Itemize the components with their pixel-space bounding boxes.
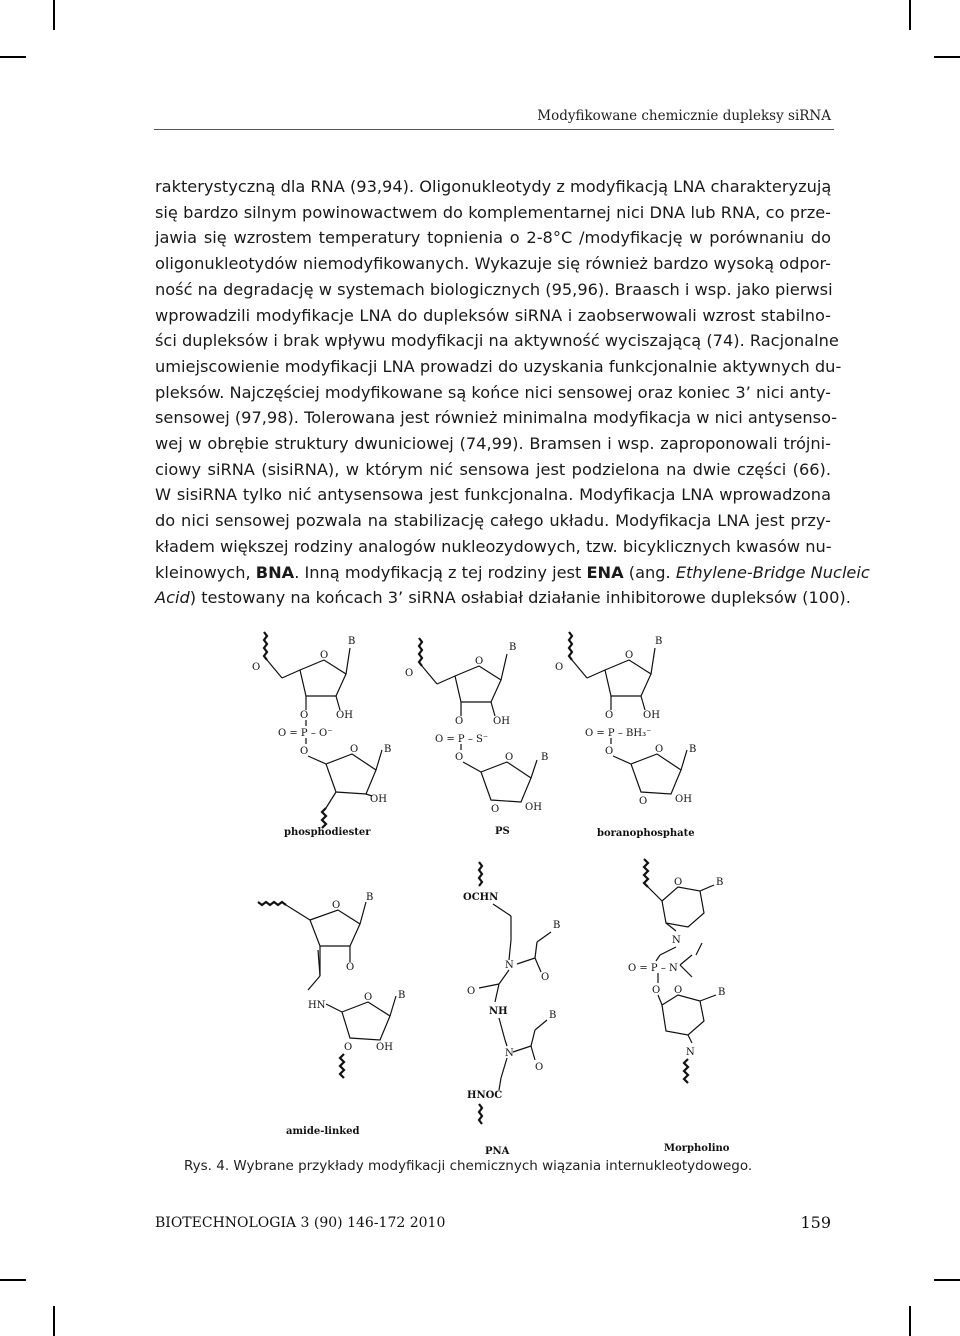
- atom-label: O: [605, 710, 614, 721]
- figure-caption: Rys. 4. Wybrane przykłady modyfikacji chemicznych wiązania internukleotydowego.: [184, 1158, 753, 1174]
- body-line: oligonukleotydów niemodyfikowanych. Wykazuje się również bardzo wysoką odpor-: [155, 254, 831, 274]
- atom-label: O: [674, 985, 683, 996]
- body-line: pleksów. Najczęściej modyfikowane są końce nici sensowej oraz koniec 3’ nici anty-: [155, 382, 831, 402]
- atom-label: B: [541, 752, 549, 763]
- body-line: się bardzo silnym powinowactwem do komplementarnej nici DNA lub RNA, co prze-: [155, 202, 831, 222]
- body-paragraph: [155, 174, 870, 611]
- atom-label: OH: [336, 710, 353, 721]
- atom-label: O = P – N: [628, 963, 678, 974]
- atom-label: O: [405, 668, 414, 679]
- atom-label: O = P – O⁻: [278, 728, 333, 739]
- atom-label: O: [364, 992, 373, 1003]
- crop-mark: [0, 1279, 26, 1281]
- atom-label: N: [505, 1048, 514, 1059]
- header-rule: [154, 129, 834, 130]
- atom-label: OH: [493, 716, 510, 727]
- body-line: do nici sensowej pozwala na stabilizację całego układu. Modyfikacja LNA jest przy-: [155, 511, 831, 531]
- atom-label: B: [718, 987, 726, 998]
- atom-label: O = P – BH₃⁻: [585, 728, 652, 739]
- atom-label: HN: [308, 1000, 326, 1011]
- atom-label: B: [716, 877, 724, 888]
- atom-label: O: [652, 985, 661, 996]
- morpholino-structure: [628, 859, 730, 1154]
- crop-mark: [909, 0, 911, 30]
- atom-label: O: [467, 986, 476, 997]
- atom-label: OH: [376, 1042, 393, 1053]
- body-text-run: kleinowych,: [155, 562, 256, 582]
- atom-label: HNOC: [467, 1090, 503, 1101]
- atom-label: O: [639, 796, 648, 807]
- atom-label: O: [300, 710, 309, 721]
- atom-label: B: [655, 636, 663, 647]
- atom-label: O: [455, 716, 464, 727]
- page-number: 159: [800, 1213, 831, 1232]
- atom-label: O = P – S⁻: [435, 734, 489, 745]
- atom-label: OH: [643, 710, 660, 721]
- body-line: kładem większej rodziny analogów nukleozydowych, tzw. bicyklicznych kwasów nu-: [155, 536, 832, 556]
- body-line: W sisiRNA tylko nić antysensowa jest funkcjonalna. Modyfikacja LNA wprowadzona: [155, 485, 831, 505]
- body-line: rakterystyczną dla RNA (93,94). Oligonukleotydy z modyfikacją LNA charakteryzują: [155, 177, 832, 196]
- atom-label: N: [505, 960, 514, 971]
- body-line: wej w obrębie struktury dwuniciowej (74,99). Bramsen i wsp. zaproponowali trójni-: [155, 434, 831, 454]
- journal-footer: BIOTECHNOLOGIA 3 (90) 146-172 2010: [155, 1215, 446, 1231]
- crop-mark: [934, 1279, 960, 1281]
- atom-label: N: [672, 935, 681, 946]
- body-line: [155, 585, 851, 611]
- atom-label: B: [398, 990, 406, 1001]
- body-line: ści dupleksów i brak wpływu modyfikacji na aktywność wyciszającą (74). Racjonalne: [155, 331, 839, 351]
- amide-linked-structure: [258, 892, 405, 1137]
- ena-term: ENA: [586, 562, 624, 582]
- atom-label: NH: [489, 1006, 508, 1017]
- atom-label: O: [455, 752, 464, 763]
- structures-svg: [240, 620, 760, 1157]
- structure-label: PS: [495, 826, 510, 837]
- atom-label: OH: [370, 794, 387, 805]
- atom-label: B: [549, 1010, 557, 1021]
- body-line: umiejscowienie modyfikacji LNA prowadzi do uzyskania funkcjonalnie aktywnych du-: [155, 356, 842, 376]
- atom-label: B: [689, 744, 697, 755]
- body-line: [155, 560, 870, 586]
- squiggle-bond: [684, 1059, 688, 1083]
- boranophosphate-structure: [555, 632, 696, 839]
- body-line: ność na degradację w systemach biologicznych (95,96). Braasch i wsp. jako pierwsi: [155, 279, 833, 299]
- italic-term: Ethylene-Bridge Nucleic: [675, 562, 870, 582]
- squiggle-bond: [569, 632, 572, 660]
- italic-term: Acid: [155, 588, 190, 608]
- atom-label: O: [491, 804, 500, 815]
- atom-label: B: [366, 892, 374, 903]
- atom-label: O: [344, 1042, 353, 1053]
- atom-label: OH: [675, 794, 692, 805]
- bna-term: BNA: [255, 562, 295, 582]
- atom-label: O: [332, 900, 341, 911]
- crop-mark: [909, 1306, 911, 1336]
- structure-label: Morpholino: [664, 1143, 730, 1154]
- squiggle-bond: [322, 808, 326, 828]
- atom-label: N: [686, 1047, 695, 1058]
- structure-label: amide-linked: [286, 1126, 360, 1137]
- squiggle-bond: [419, 638, 422, 666]
- phosphodiester-structure: [252, 632, 391, 838]
- atom-label: B: [348, 636, 356, 647]
- structure-label: PNA: [485, 1146, 510, 1157]
- structure-label: boranophosphate: [597, 828, 695, 839]
- crop-mark: [53, 1306, 55, 1336]
- body-text-run: . Inną modyfikacją z tej rodziny jest: [294, 562, 587, 582]
- crop-mark: [0, 56, 26, 58]
- atom-label: O: [655, 744, 664, 755]
- atom-label: O: [555, 662, 564, 673]
- atom-label: O: [535, 1062, 544, 1073]
- body-line: sensowej (97,98). Tolerowana jest również minimalna modyfikacja w nici antysenso-: [155, 408, 838, 428]
- atom-label: O: [505, 752, 514, 763]
- atom-label: O: [625, 650, 634, 661]
- ps-structure: [405, 638, 548, 837]
- atom-label: O: [350, 744, 359, 755]
- body-line: wprowadzili modyfikacje LNA do dupleksów siRNA i zaobserwowali wzrost stabilno-: [155, 305, 831, 325]
- squiggle-bond: [340, 1054, 344, 1078]
- atom-label: OCHN: [463, 892, 499, 903]
- squiggle-bond: [258, 902, 286, 905]
- chemical-structures-figure: [240, 620, 760, 1157]
- atom-label: O: [252, 662, 261, 673]
- atom-label: O: [300, 746, 309, 757]
- pna-structure: [463, 862, 560, 1157]
- atom-label: B: [509, 642, 517, 653]
- structure-label: phosphodiester: [284, 827, 371, 838]
- crop-mark: [53, 0, 55, 30]
- squiggle-bond: [264, 632, 267, 660]
- squiggle-bond: [479, 862, 482, 886]
- atom-label: O: [541, 972, 550, 983]
- atom-label: B: [553, 920, 561, 931]
- body-text-run: ) testowany na końcach 3’ siRNA osłabiał działanie inhibitorowe dupleksów (100).: [189, 588, 851, 608]
- atom-label: B: [384, 744, 392, 755]
- crop-mark: [934, 56, 960, 58]
- body-line: jawia się wzrostem temperatury topnienia o 2-8°C /modyfikację w porównaniu do: [155, 228, 831, 248]
- body-line: ciowy siRNA (sisiRNA), w którym nić sensowa jest podzielona na dwie części (66).: [155, 459, 831, 479]
- atom-label: O: [320, 650, 329, 661]
- atom-label: OH: [525, 802, 542, 813]
- squiggle-bond: [644, 859, 648, 887]
- body-text-run: (ang.: [623, 562, 676, 582]
- running-head: Modyfikowane chemicznie dupleksy siRNA: [537, 108, 831, 124]
- atom-label: O: [674, 877, 683, 888]
- atom-label: O: [605, 746, 614, 757]
- atom-label: O: [346, 962, 355, 973]
- squiggle-bond: [479, 1104, 482, 1124]
- atom-label: O: [475, 656, 484, 667]
